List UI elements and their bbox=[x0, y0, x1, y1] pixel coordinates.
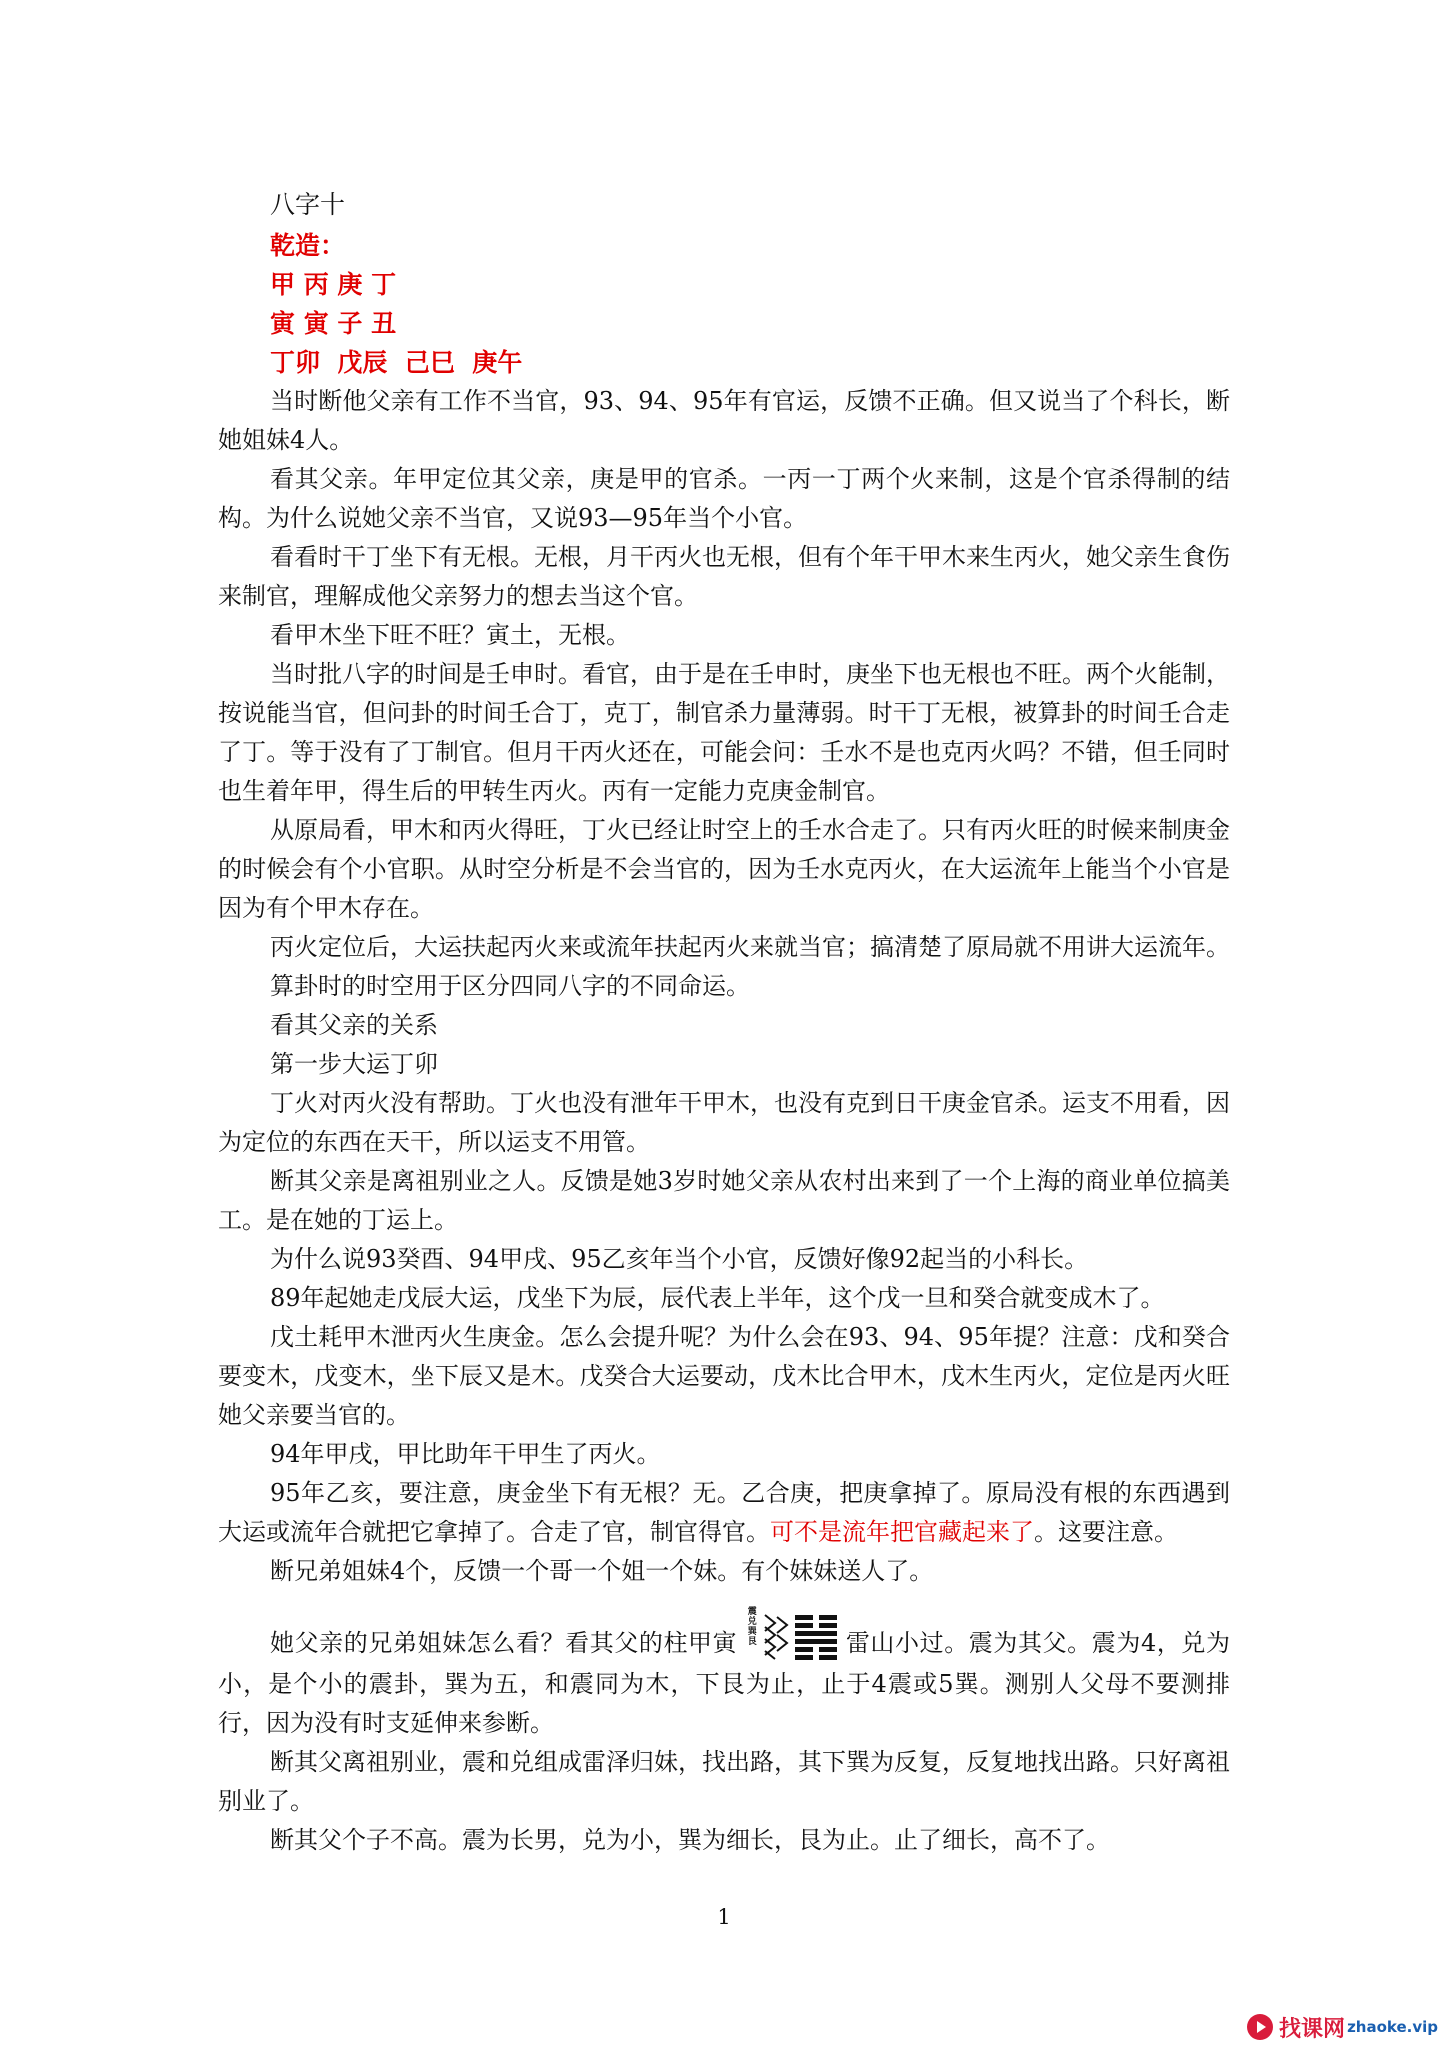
paragraph: 看甲木坐下旺不旺？寅土，无根。 bbox=[270, 621, 630, 649]
trigram-label: 兑 bbox=[747, 1617, 757, 1627]
paragraph: 戊土耗甲木泄丙火生庚金。怎么会提升呢？为什么会在93、94、95年提？注意：戊和癸合要变木，戊变木，坐下辰又是木。戊癸合大运要动，戊木比合甲木，戊木生丙火，定位是丙火旺她父亲要当官的。 bbox=[218, 1323, 1230, 1429]
chart-label: 乾造： bbox=[270, 231, 346, 260]
yin-line-segment bbox=[795, 1623, 813, 1628]
watermark-text: 找课网 bbox=[1279, 2016, 1346, 2042]
trigram-label: 艮 bbox=[747, 1637, 757, 1647]
paragraph: 看其父亲。年甲定位其父亲，庚是甲的官杀。一丙一丁两个火来制，这是个官杀得制的结构。为什么说她父亲不当官，又说93—95年当个小官。 bbox=[218, 465, 1230, 532]
hexagram-lines bbox=[793, 1613, 839, 1663]
yin-line-segment bbox=[819, 1647, 837, 1652]
document-title: 八字十 bbox=[270, 190, 346, 219]
paragraph: 当时批八字的时间是壬申时。看官，由于是在壬申时，庚坐下也无根也不旺。两个火能制，按说能当官，但问卦的时间壬合丁，克丁，制官杀力量薄弱。时干丁无根，被算卦的时间壬合走了丁。等于没有了丁制官。但月干丙火还在，可能会问：壬水不是也克丙火吗？不错，但壬同时也生着年甲，得生后的甲转生丙火。丙有一定能力克庚金制官。 bbox=[218, 660, 1230, 805]
paragraph: 断其父个子不高。震为长男，兑为小，巽为细长，艮为止。止了细长，高不了。 bbox=[270, 1826, 1110, 1854]
watermark-url: zhaoke.vip bbox=[1347, 2018, 1438, 2036]
paragraph-with-hexagram bbox=[218, 1609, 1230, 1743]
yang-line bbox=[795, 1631, 837, 1636]
trigram-label: 巽 bbox=[747, 1627, 757, 1637]
paragraph: 断其父离祖别业，震和兑组成雷泽归妹，找出路，其下巽为反复，反复地找出路。只好离祖别业了。 bbox=[218, 1748, 1230, 1815]
paragraph: 89年起她走戊辰大运，戊坐下为辰，辰代表上半年，这个戊一旦和癸合就变成木了。 bbox=[270, 1284, 1165, 1312]
yin-line-segment bbox=[795, 1655, 813, 1660]
yin-line-segment bbox=[819, 1655, 837, 1660]
paragraph: 丁火对丙火没有帮助。丁火也没有泄年干甲木，也没有克到日干庚金官杀。运支不用看，因为定位的东西在天干，所以运支不用管。 bbox=[218, 1089, 1230, 1156]
section-heading: 第一步大运丁卯 bbox=[270, 1050, 438, 1078]
chart-stems: 甲 丙 庚 丁 bbox=[270, 270, 397, 299]
page-number: 1 bbox=[717, 1905, 731, 1929]
hexagram-figure bbox=[741, 1609, 841, 1665]
paragraph: 94年甲戌，甲比助年干甲生了丙火。 bbox=[270, 1440, 661, 1468]
trigram-label: 震 bbox=[747, 1607, 757, 1617]
yin-line-segment bbox=[795, 1615, 813, 1620]
yin-line-segment bbox=[819, 1623, 837, 1628]
highlighted-text: 可不是流年把官藏起来了 bbox=[770, 1518, 1034, 1546]
trigram-labels bbox=[741, 1607, 763, 1647]
paragraph: 当时断他父亲有工作不当官，93、94、95年有官运，反馈不正确。但又说当了个科长，断她姐妹4人。 bbox=[218, 387, 1230, 454]
yin-line-segment bbox=[819, 1615, 837, 1620]
play-icon bbox=[1247, 2014, 1273, 2040]
section-heading: 看其父亲的关系 bbox=[270, 1011, 438, 1039]
watermark-logo bbox=[1247, 2010, 1438, 2044]
yang-line bbox=[795, 1639, 837, 1644]
paragraph-with-highlight bbox=[218, 1474, 1230, 1552]
bracket-marks bbox=[763, 1613, 791, 1663]
paragraph: 断兄弟姐妹4个，反馈一个哥一个姐一个妹。有个妹妹送人了。 bbox=[270, 1557, 934, 1585]
paragraph: 为什么说93癸酉、94甲戌、95乙亥年当个小官，反馈好像92起当的小科长。 bbox=[270, 1245, 1089, 1273]
yin-line-segment bbox=[795, 1647, 813, 1652]
paragraph-text: 雷山小过。震为其父。震为4，兑为小，是个小的震卦，巽为五，和震同为木，下艮为止，止于4震或5巽。测别人父母不要测排行，因为没有时支延伸来参断。 bbox=[218, 1629, 1230, 1737]
paragraph: 断其父亲是离祖别业之人。反馈是她3岁时她父亲从农村出来到了一个上海的商业单位搞美工。是在她的丁运上。 bbox=[218, 1167, 1230, 1234]
paragraph: 从原局看，甲木和丙火得旺，丁火已经让时空上的壬水合走了。只有丙火旺的时候来制庚金的时候会有个小官职。从时空分析是不会当官的，因为壬水克丙火，在大运流年上能当个小官是因为有个甲木存在。 bbox=[218, 816, 1230, 922]
paragraph: 算卦时的时空用于区分四同八字的不同命运。 bbox=[270, 972, 750, 1000]
chart-luck-pillars: 丁卯 戊辰 己巳 庚午 bbox=[270, 348, 523, 377]
paragraph-text: 。这要注意。 bbox=[1034, 1518, 1178, 1546]
paragraph: 看看时干丁坐下有无根。无根，月干丙火也无根，但有个年干甲木来生丙火，她父亲生食伤来制官，理解成他父亲努力的想去当这个官。 bbox=[218, 543, 1230, 610]
paragraph: 丙火定位后，大运扶起丙火来或流年扶起丙火来就当官；搞清楚了原局就不用讲大运流年。 bbox=[270, 933, 1230, 961]
paragraph-text: 她父亲的兄弟姐妹怎么看？看其父的柱甲寅 bbox=[270, 1629, 738, 1657]
chart-branches: 寅 寅 子 丑 bbox=[270, 309, 397, 338]
document-page bbox=[218, 186, 1230, 1860]
paragraph-text: 95年乙亥，要注意，庚金坐下有无根？无。乙合庚，把庚拿掉了。原局没有根的东西遇到大运或流年合就把它拿掉了。合走了官，制官得官。 bbox=[218, 1479, 1230, 1546]
